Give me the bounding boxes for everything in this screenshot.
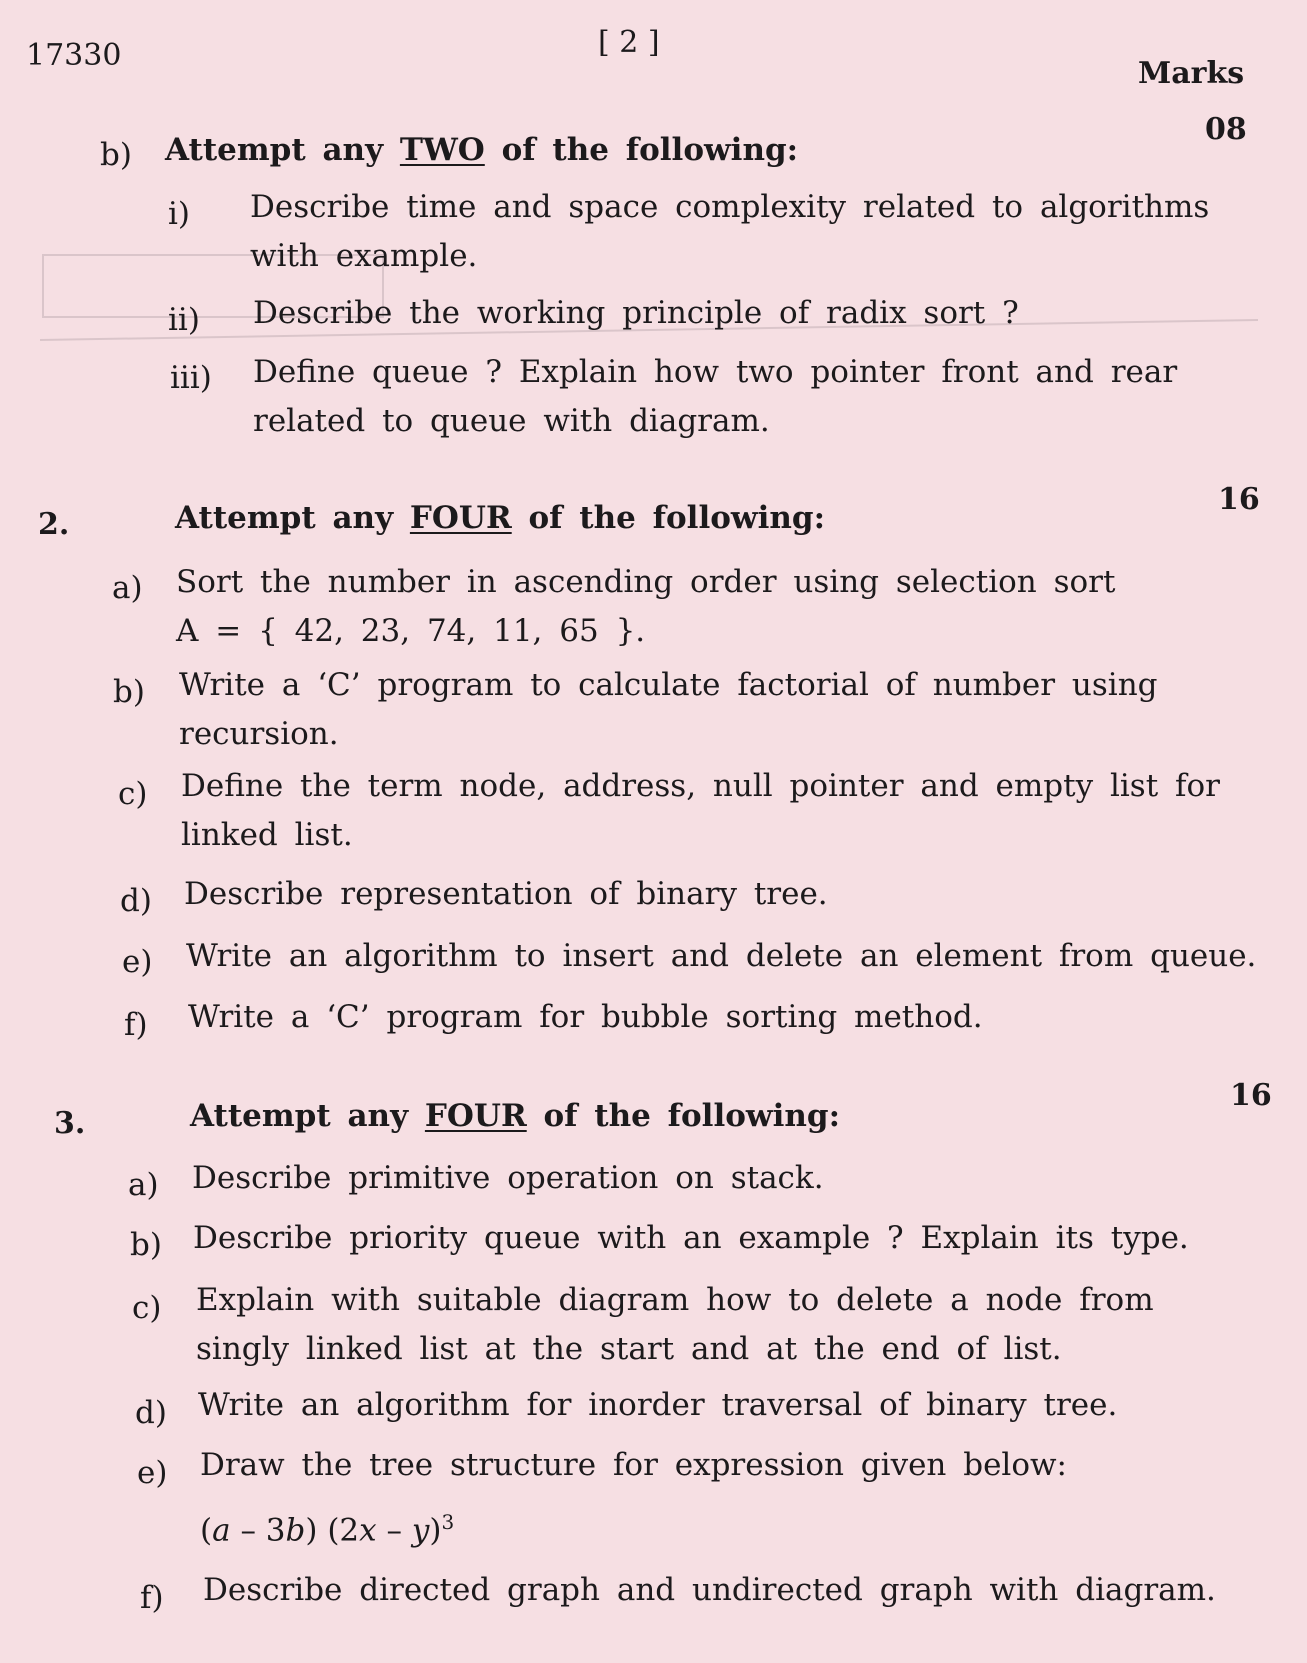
q2-item-label: c) [118, 776, 148, 812]
q3-item-label: d) [135, 1395, 167, 1431]
q3-number: 3. [54, 1106, 86, 1141]
paper-code: 17330 [26, 38, 122, 73]
q3-item-text: Explain with suitable diagram how to delete a node from singly linked list at the start and at the end of list. [196, 1282, 1154, 1367]
q3-item-label: c) [132, 1290, 162, 1326]
q2-instruction: Attempt any FOUR of the following: [175, 500, 826, 536]
q2-number: 2. [38, 507, 70, 542]
q2-item-label: b) [113, 674, 145, 710]
q3-instruction: Attempt any FOUR of the following: [190, 1098, 841, 1134]
q2-item-text: Describe representation of binary tree. [184, 876, 828, 912]
q1b-item-text: Describe the working principle of radix sort ? [253, 295, 1019, 331]
q1b-instruction-key: TWO [399, 132, 485, 168]
q3-marks: 16 [1230, 1078, 1272, 1113]
q1b-instruction: Attempt any TWO of the following: [165, 132, 799, 168]
q2-marks: 16 [1218, 482, 1260, 517]
q3-item-text: Describe primitive operation on stack. [192, 1160, 824, 1196]
tree-expression: (a – 3b) (2x – y)$^3$ [200, 1510, 455, 1549]
q3-item-text: Write an algorithm for inorder traversal of binary tree. [198, 1387, 1118, 1423]
q1b-item-label: iii) [170, 360, 212, 396]
q1b-item-label: ii) [168, 302, 200, 338]
q2-item-text: Sort the number in ascending order using selection sort A = { 42, 23, 74, 11, 65 }. [176, 564, 1116, 649]
q3-instruction-key: FOUR [424, 1098, 527, 1134]
q3-item-label: f) [140, 1580, 164, 1616]
q2-item-label: a) [112, 570, 143, 606]
q3-item-label: b) [130, 1227, 162, 1263]
q3-item-label: a) [128, 1167, 159, 1203]
q2-item-text: Write an algorithm to insert and delete an element from queue. [186, 938, 1257, 974]
q2-item-label: d) [120, 883, 152, 919]
q2-item-label: f) [124, 1007, 148, 1043]
q1b-item-text: Describe time and space complexity related to algorithms with example. [250, 189, 1210, 274]
q2-item-label: e) [122, 944, 153, 980]
q3-item-text: Draw the tree structure for expression given below: [200, 1447, 1067, 1483]
q3-item-text: Describe directed graph and undirected graph with diagram. [203, 1572, 1216, 1608]
q1b-marks: 08 [1205, 112, 1247, 147]
q1b-item-label: i) [168, 196, 191, 232]
q3-item-text: Describe priority queue with an example ? Explain its type. [193, 1220, 1189, 1256]
q2-item-text: Define the term node, address, null pointer and empty list for linked list. [181, 768, 1220, 853]
q3-item-label: e) [137, 1455, 168, 1491]
q1b-item-text: Define queue ? Explain how two pointer front and rear related to queue with diagram. [253, 354, 1178, 439]
q1b-label: b) [100, 137, 132, 173]
q2-item-text: Write a ‘C’ program for bubble sorting method. [188, 999, 983, 1035]
q2-instruction-key: FOUR [409, 500, 512, 536]
q2-item-text: Write a ‘C’ program to calculate factorial of number using recursion. [179, 667, 1158, 752]
page-number: [ 2 ] [598, 25, 660, 60]
marks-heading: Marks [1138, 56, 1245, 91]
